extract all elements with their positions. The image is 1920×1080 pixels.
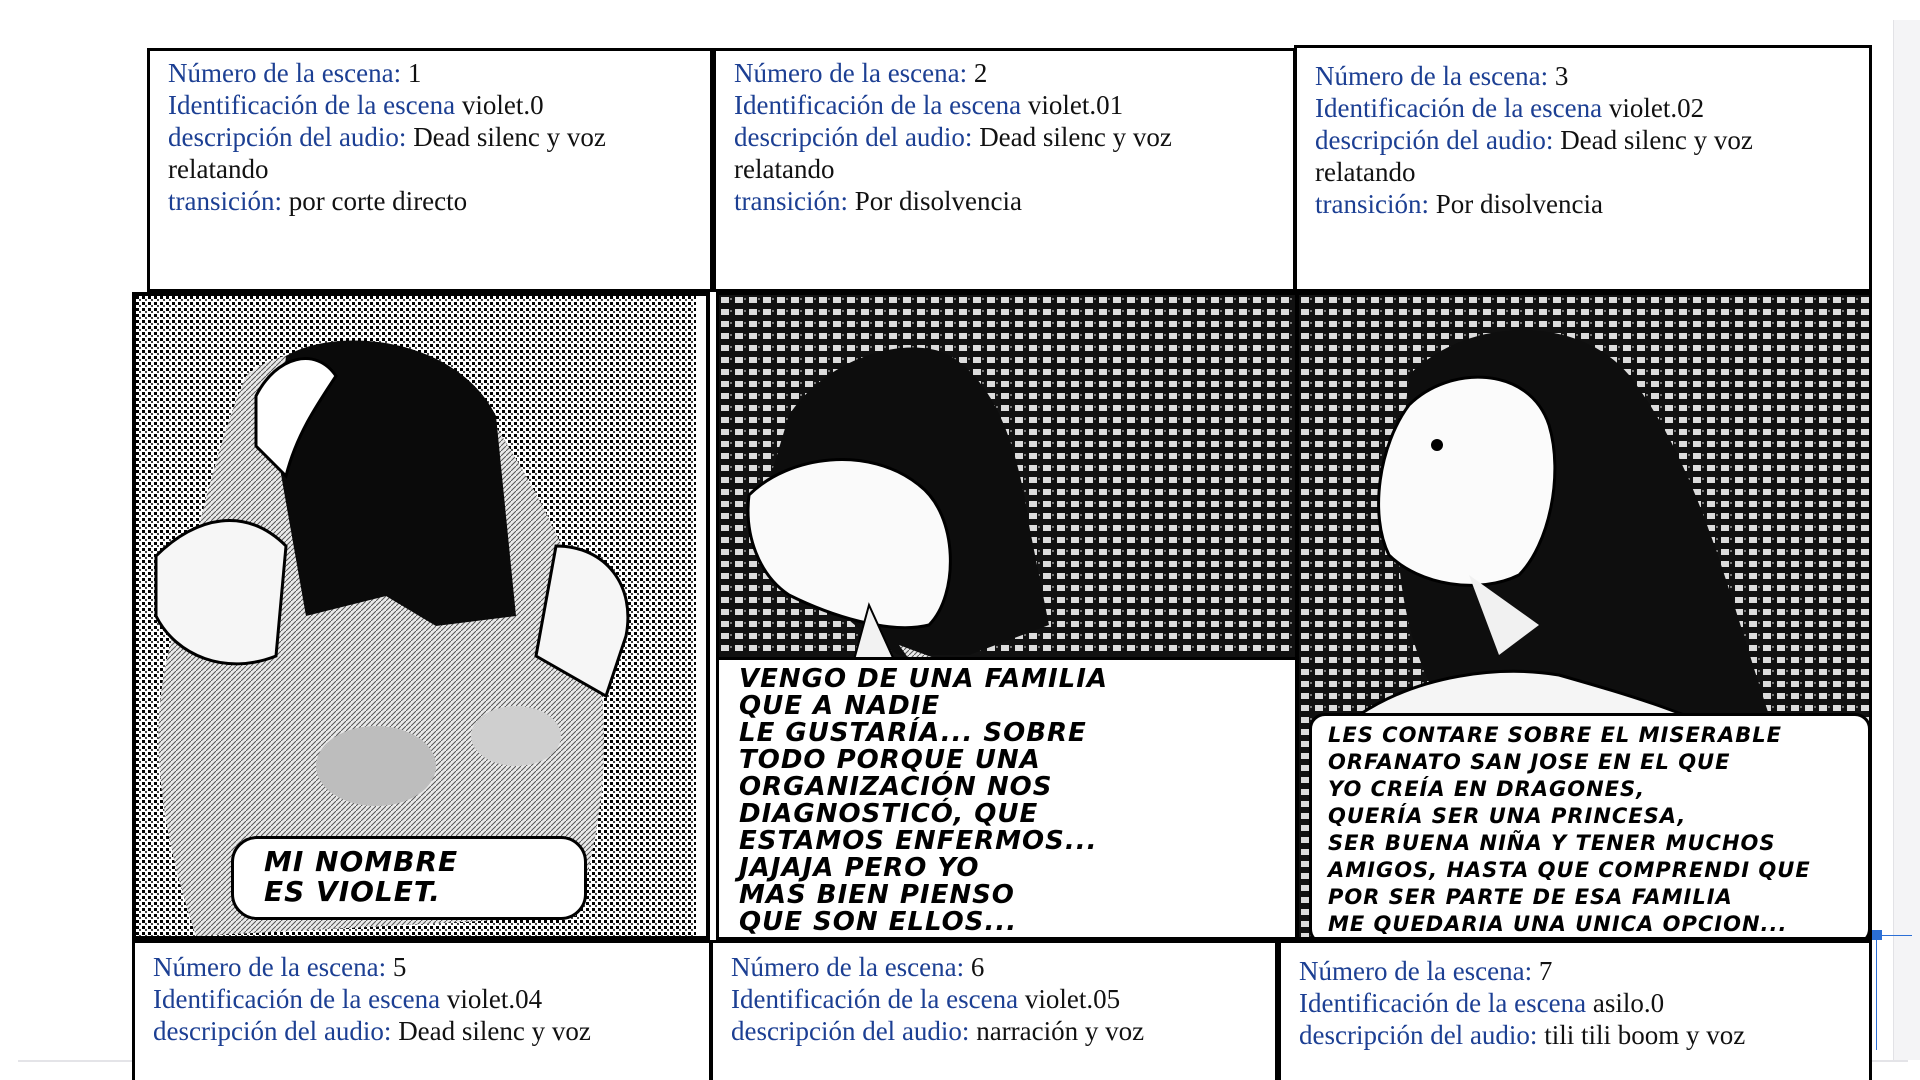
scene-id-value: violet.02 [1608, 93, 1705, 123]
audio-value: Dead silenc y voz [413, 122, 606, 152]
audio-value: Dead silenc y voz [398, 1016, 591, 1046]
transition-value: Por disolvencia [854, 186, 1022, 216]
scene-id-value: violet.05 [1024, 984, 1121, 1014]
bubble-line: POR SER PARTE DE ESA FAMILIA [1328, 885, 1733, 909]
scene-id-label: Identificación de la escena [1315, 93, 1603, 123]
audio-label: descripción del audio: [168, 122, 407, 152]
scene-number-value: 1 [407, 58, 422, 88]
audio-value: tili tili boom y voz [1544, 1020, 1746, 1050]
scene-id-label: Identificación de la escena [168, 90, 456, 120]
comic-panel-3 [1296, 292, 1872, 940]
audio-label: descripción del audio: [734, 122, 973, 152]
transition-value: Por disolvencia [1435, 189, 1603, 219]
audio-label: descripción del audio: [153, 1016, 392, 1046]
bubble-line: TODO PORQUE UNA [739, 745, 1041, 775]
scene-number-label: Número de la escena: [734, 58, 968, 88]
audio-label: descripción del audio: [1315, 125, 1554, 155]
transition-value: por corte directo [288, 186, 468, 216]
scene-number-value: 6 [970, 952, 985, 982]
scene-number-label: Número de la escena: [1299, 956, 1533, 986]
bubble-line: MI NOMBRE [264, 845, 459, 878]
scene-number-label: Número de la escena: [153, 952, 387, 982]
scene-number-value: 7 [1538, 956, 1553, 986]
scene-info-3 [1294, 45, 1872, 292]
comic-panel-1 [132, 292, 710, 940]
bubble-line: AMIGOS, HASTA QUE COMPRENDI QUE [1328, 858, 1811, 882]
scene-number-label: Número de la escena: [1315, 61, 1549, 91]
audio-value-cont: relatando [168, 154, 269, 184]
bubble-line: DIAGNOSTICÓ, QUE [739, 799, 1039, 829]
audio-label: descripción del audio: [1299, 1020, 1538, 1050]
scene-id-value: asilo.0 [1592, 988, 1665, 1018]
scene-info-5 [132, 940, 712, 1080]
audio-value: Dead silenc y voz [979, 122, 1172, 152]
scene-info-2 [713, 48, 1296, 292]
audio-value-cont: relatando [1315, 157, 1416, 187]
bubble-line: ORGANIZACIÓN NOS [739, 772, 1053, 802]
scene-number-value: 3 [1554, 61, 1569, 91]
scene-number-label: Número de la escena: [731, 952, 965, 982]
bubble-line: QUE A NADIE [739, 691, 941, 721]
scrollbar[interactable] [1893, 20, 1920, 1060]
scene-number-value: 2 [973, 58, 988, 88]
scene-info-1 [147, 48, 713, 292]
bubble-line: JAJAJA PERO YO [739, 853, 980, 883]
selection-handle[interactable] [1872, 930, 1882, 940]
scene-info-6 [710, 940, 1278, 1080]
bubble-line: QUERÍA SER UNA PRINCESA, [1328, 804, 1687, 828]
scene-id-label: Identificación de la escena [153, 984, 441, 1014]
bubble-line: ORFANATO SAN JOSE EN EL QUE [1328, 750, 1731, 774]
comic-panel-2 [716, 292, 1298, 940]
scene-id-value: violet.0 [461, 90, 544, 120]
scene-id-label: Identificación de la escena [1299, 988, 1587, 1018]
bubble-line: ME QUEDARIA UNA UNICA OPCION... [1328, 912, 1788, 936]
speech-bubble-3 [1309, 713, 1871, 940]
audio-value: narración y voz [976, 1016, 1145, 1046]
scene-number-value: 5 [392, 952, 407, 982]
bubble-line: SER BUENA NIÑA Y TENER MUCHOS [1328, 831, 1776, 855]
transition-label: transición: [1315, 189, 1429, 219]
scene-id-label: Identificación de la escena [731, 984, 1019, 1014]
bubble-line: ES VIOLET. [264, 875, 441, 908]
bubble-line: QUE SON ELLOS... [739, 907, 1018, 937]
bubble-line: LE GUSTARÍA... SOBRE [739, 718, 1087, 748]
scene-id-value: violet.01 [1027, 90, 1124, 120]
transition-label: transición: [734, 186, 848, 216]
bubble-line: YO CREÍA EN DRAGONES, [1328, 777, 1646, 801]
bubble-line: LES CONTARE SOBRE EL MISERABLE [1328, 723, 1782, 747]
bubble-line: ESTAMOS ENFERMOS... [739, 826, 1098, 856]
bubble-line: VENGO DE UNA FAMILIA [739, 664, 1109, 694]
scene-id-value: violet.04 [446, 984, 543, 1014]
selection-guide-horizontal [1882, 935, 1912, 936]
audio-value: Dead silenc y voz [1560, 125, 1753, 155]
speech-bubble-2 [719, 657, 1298, 940]
transition-label: transición: [168, 186, 282, 216]
speech-bubble-1 [231, 836, 587, 920]
scene-number-label: Número de la escena: [168, 58, 402, 88]
audio-label: descripción del audio: [731, 1016, 970, 1046]
scene-id-label: Identificación de la escena [734, 90, 1022, 120]
selection-guide-vertical [1876, 940, 1877, 1050]
scene-info-7 [1278, 940, 1872, 1080]
audio-value-cont: relatando [734, 154, 835, 184]
bubble-line: MAS BIEN PIENSO [739, 880, 1015, 910]
